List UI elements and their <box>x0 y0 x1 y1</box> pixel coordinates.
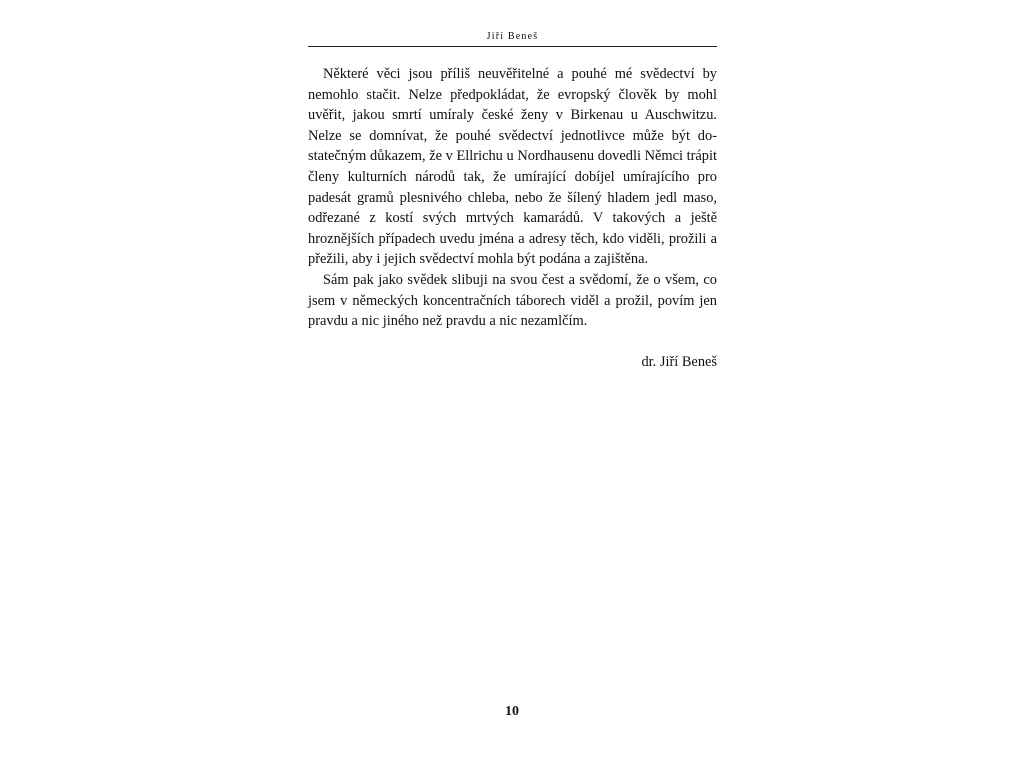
running-header: Jiří Beneš <box>486 31 539 42</box>
page-number: 10 <box>505 704 519 719</box>
body-text <box>308 64 717 372</box>
header-rule <box>308 46 717 47</box>
paragraph: Některé věci jsou příliš neuvěřitelné a pouhé mé svědectví by nemohlo stačit. Nelze předpokládat, že evropský člověk by mohl uvěřit, jakou smrtí umíraly české ženy v Birkenau u Auschwitzu. Nelze se domnívat, že pouhé svědectví jednotlivce může být dostatečným důkazem, že v Ellrichu u Nordhausenu dovedli Němci trápit členy kulturních národů tak, že umírající dobíjel umírajícího pro padesát gramů plesnivého chleba, nebo že šílený hladem jedl maso, odřezané z kostí svých mrtvých kamarádů. V takových a ještě hroznějších případech uvedu jména a adresy těch, kdo viděli, prožili a přežili, aby i jejich svědectví mohla být podána a zajištěna. <box>308 66 717 268</box>
paragraph: Sám pak jako svědek slibuji na svou čest a svědomí, že o všem, co jsem v německých koncentračních táborech viděl a prožil, povím jen pravdu a nic jiného než pravdu a nic nezamlčím. <box>308 271 717 330</box>
signature: dr. Jiří Beneš <box>641 353 717 370</box>
